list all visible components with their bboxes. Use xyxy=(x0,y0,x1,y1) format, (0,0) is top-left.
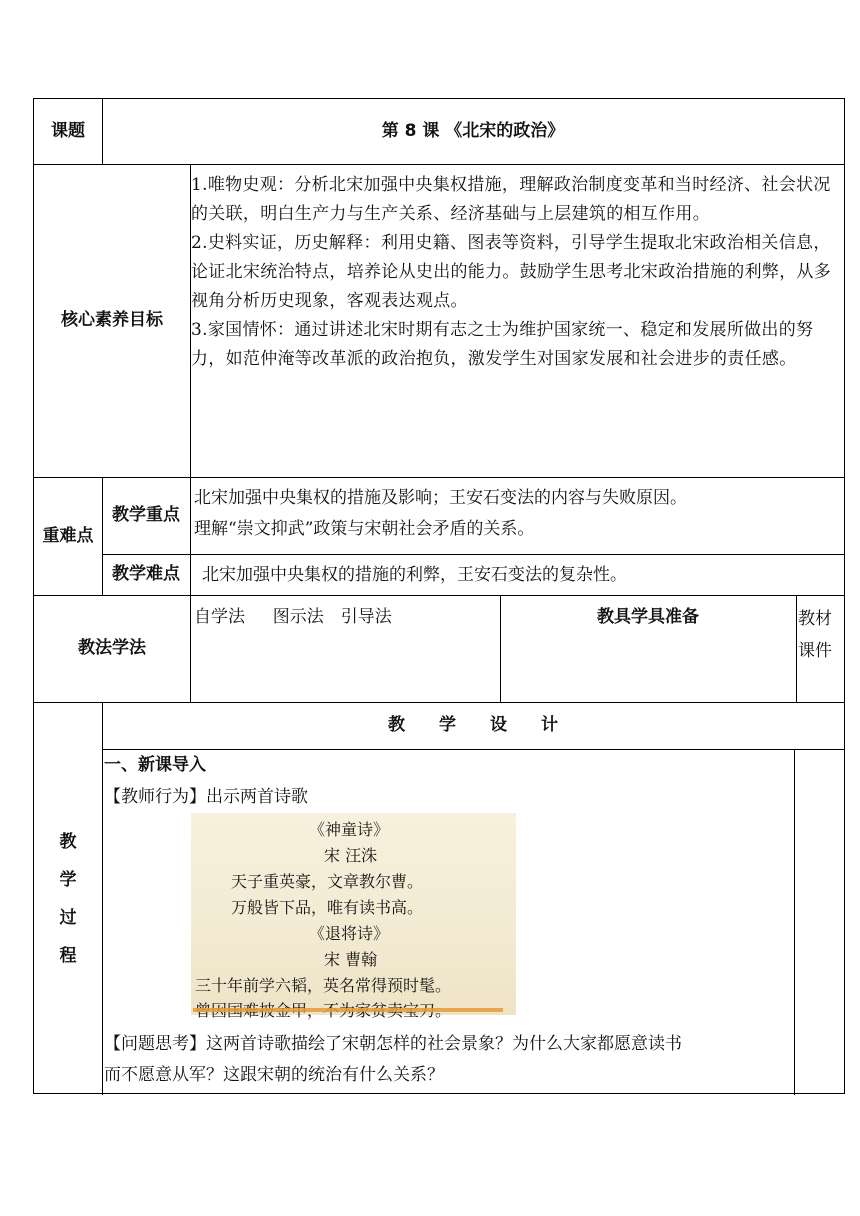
poem-image xyxy=(191,813,516,1015)
topic-label: 课题 xyxy=(51,121,85,141)
key-difficult-label: 重难点 xyxy=(42,525,94,546)
poem-author-1: 宋 汪洙 xyxy=(324,846,378,865)
core-goal-1: 1.唯物史观：分析北宋加强中央集权措施，理解政治制度变革和当时经济、社会状况的关联，明白生产力与生产关系、经济基础与上层建筑的相互作用。 xyxy=(191,175,831,224)
row-divider xyxy=(102,554,844,555)
poem-line: 万般皆下品，唯有读书高。 xyxy=(231,898,424,917)
core-goal-2: 2.史料实证，历史解释：利用史籍、图表等资料，引导学生提取北宋政治相关信息，论证北宋统治特点，培养论从史出的能力。鼓励学生思考北宋政治措施的利弊，从多视角分析历史现象，客观表达观点。 xyxy=(191,233,832,311)
poem-title-2: 《退将诗》 xyxy=(309,924,390,943)
col-divider xyxy=(796,595,797,702)
core-goals-content xyxy=(191,171,844,476)
poem-line: 三十年前学六韬，英名常得预时髦。 xyxy=(195,976,452,995)
core-goal-3: 3.家国情怀：通过讲述北宋时期有志之士为维护国家统一、稳定和发展所做出的努力，如范仲淹等改革派的政治抱负，激发学生对国家发展和社会进步的责任感。 xyxy=(191,320,814,369)
core-goals-label: 核心素养目标 xyxy=(61,310,163,330)
question-line-1: 【问题思考】这两首诗歌描绘了宋朝怎样的社会景象？为什么大家都愿意读书 xyxy=(104,1034,682,1054)
topic-value: 第 8 课 《北宋的政治》 xyxy=(381,121,565,141)
difficult-points-content: 北宋加强中央集权的措施的利弊，王安石变法的复杂性。 xyxy=(202,565,627,585)
key-points-label: 教学重点 xyxy=(112,505,180,525)
difficult-points-label: 教学难点 xyxy=(112,564,180,584)
teacher-action: 【教师行为】出示两首诗歌 xyxy=(104,787,308,807)
process-char: 过 xyxy=(59,907,77,928)
key-point-line-2: 理解“崇文抑武”政策与宋朝社会矛盾的关系。 xyxy=(194,519,535,539)
question-line-2: 而不愿意从军？这跟宋朝的统治有什么关系？ xyxy=(104,1065,444,1085)
methods-label: 教法学法 xyxy=(78,638,146,658)
key-points-content xyxy=(194,483,842,553)
lesson-plan-table xyxy=(33,98,845,1094)
poem-line: 天子重英豪，文章教尔曹。 xyxy=(231,872,424,891)
question-thinking xyxy=(104,1029,794,1091)
row-divider xyxy=(102,749,844,750)
process-char: 教 xyxy=(59,831,77,852)
col-divider xyxy=(190,477,191,595)
tools-label: 教具学具准备 xyxy=(597,607,699,627)
process-char: 学 xyxy=(59,869,77,890)
key-point-line-1: 北宋加强中央集权的措施及影响；王安石变法的内容与失败原因。 xyxy=(194,488,687,508)
tools-value-line-2: 课件 xyxy=(798,641,832,661)
highlight-stroke xyxy=(193,1008,503,1012)
process-char: 程 xyxy=(59,945,77,966)
section-title: 一、新课导入 xyxy=(104,755,206,775)
col-divider xyxy=(794,749,795,1095)
tools-value-line-1: 教材 xyxy=(798,609,832,629)
poem-author-2: 宋 曹翰 xyxy=(324,950,378,969)
col-divider xyxy=(102,702,103,1095)
process-label xyxy=(34,702,102,1095)
poem-title-1: 《神童诗》 xyxy=(309,820,390,839)
col-divider xyxy=(190,595,191,702)
tools-value xyxy=(798,603,844,673)
design-title: 教 学 设 计 xyxy=(388,715,558,735)
methods-value: 自学法 图示法 引导法 xyxy=(194,607,392,627)
